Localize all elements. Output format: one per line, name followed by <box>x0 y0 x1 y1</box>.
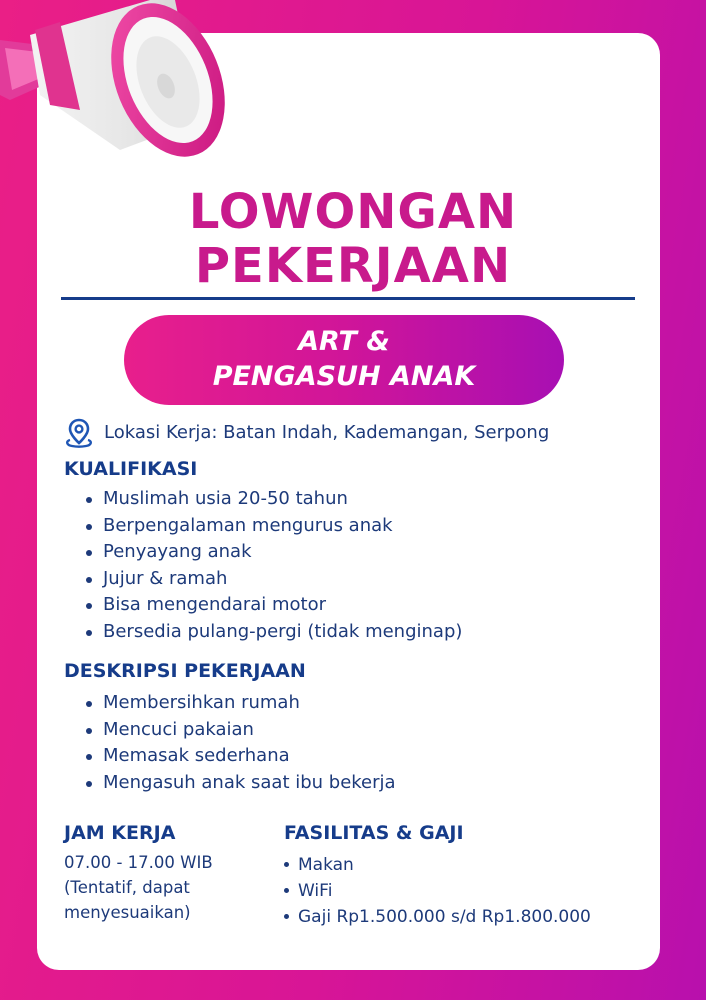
fasilitas-list <box>284 852 591 930</box>
divider <box>61 297 635 300</box>
list-item: Muslimah usia 20-50 tahun <box>86 486 462 513</box>
jam-kerja-line: (Tentatif, dapat <box>64 878 190 897</box>
deskripsi-heading: DESKRIPSI PEKERJAAN <box>64 660 306 682</box>
list-item: Berpengalaman mengurus anak <box>86 513 462 540</box>
kualifikasi-list <box>86 486 462 645</box>
list-item: Mengasuh anak saat ibu bekerja <box>86 770 396 797</box>
list-item: Jujur & ramah <box>86 566 462 593</box>
jam-kerja-line: 07.00 - 17.00 WIB <box>64 853 213 872</box>
list-item: Bisa mengendarai motor <box>86 592 462 619</box>
location-text: Lokasi Kerja: Batan Indah, Kademangan, Serpong <box>104 422 550 443</box>
list-item: Bersedia pulang-pergi (tidak menginap) <box>86 619 462 646</box>
title-line-1: LOWONGAN <box>188 184 518 240</box>
megaphone-icon <box>0 0 230 175</box>
jam-kerja-text <box>64 850 213 925</box>
jam-kerja-heading: JAM KERJA <box>64 822 176 844</box>
map-pin-icon <box>64 418 94 448</box>
list-item: Gaji Rp1.500.000 s/d Rp1.800.000 <box>284 904 591 930</box>
kualifikasi-heading: KUALIFIKASI <box>64 458 198 480</box>
list-item: WiFi <box>284 878 591 904</box>
list-item: Penyayang anak <box>86 539 462 566</box>
position-line-2: PENGASUH ANAK <box>212 361 476 392</box>
list-item: Memasak sederhana <box>86 743 396 770</box>
list-item: Membersihkan rumah <box>86 690 396 717</box>
position-banner <box>124 315 564 405</box>
fasilitas-heading: FASILITAS & GAJI <box>284 822 464 844</box>
list-item: Makan <box>284 852 591 878</box>
deskripsi-list <box>86 690 396 796</box>
jam-kerja-line: menyesuaikan) <box>64 903 191 922</box>
title-line-2: PEKERJAAN <box>194 238 512 294</box>
list-item: Mencuci pakaian <box>86 717 396 744</box>
position-line-1: ART & <box>298 326 390 357</box>
